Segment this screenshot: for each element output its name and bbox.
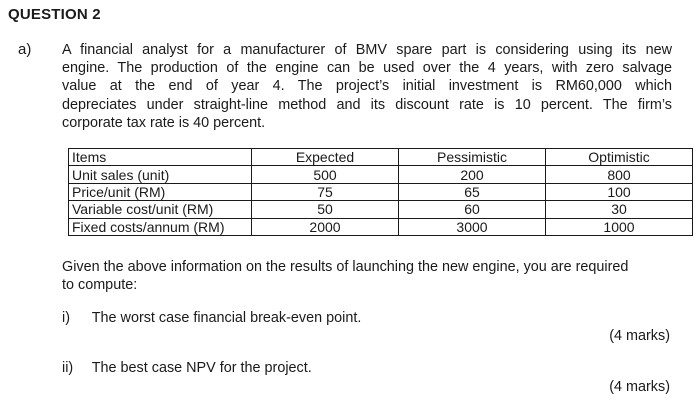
subquestion-text: The worst case financial break-even point. — [91, 310, 362, 326]
table-cell: 100 — [546, 183, 693, 200]
table-header-cell: Pessimistic — [399, 149, 546, 166]
table-cell: 800 — [546, 166, 693, 183]
table-row — [69, 166, 693, 183]
table-cell: 60 — [399, 201, 546, 218]
subquestion-label: ii) — [62, 360, 74, 376]
table-header-row — [69, 149, 693, 166]
table-cell: 2000 — [252, 218, 399, 235]
table-header-cell: Expected — [252, 149, 399, 166]
table-cell: 200 — [399, 166, 546, 183]
question-title: QUESTION 2 — [8, 6, 101, 23]
subquestion-label: i) — [62, 310, 70, 326]
table-row — [69, 183, 693, 200]
scenario-table — [68, 148, 693, 236]
table-cell: 3000 — [399, 218, 546, 235]
paragraph-line: value at the end of year 4. The project’s initial investment is RM60,000 which — [62, 78, 672, 95]
instruction-line: to compute: — [62, 277, 138, 294]
table-cell: 65 — [399, 183, 546, 200]
paragraph-line: depreciates under straight-line method and its discount rate is 10 percent. The firm’s — [62, 96, 672, 113]
subquestion-ii — [62, 360, 312, 376]
paragraph-line: corporate tax rate is 40 percent. — [62, 114, 266, 131]
subquestion-text: The best case NPV for the project. — [91, 360, 312, 376]
marks-label: (4 marks) — [609, 328, 670, 344]
question-paragraph — [62, 41, 672, 132]
instruction-text — [62, 258, 677, 294]
table-cell: Variable cost/unit (RM) — [69, 201, 252, 218]
table-cell: 30 — [546, 201, 693, 218]
table-header-cell: Items — [69, 149, 252, 166]
marks-label: (4 marks) — [609, 379, 670, 395]
part-label: a) — [18, 41, 32, 58]
table-cell: 1000 — [546, 218, 693, 235]
instruction-line: Given the above information on the results of launching the new engine, you are required — [62, 259, 629, 275]
table-header-cell: Optimistic — [546, 149, 693, 166]
table-cell: Unit sales (unit) — [69, 166, 252, 183]
paragraph-line: engine. The production of the engine can be used over the 4 years, with zero salvage — [62, 60, 672, 77]
table-cell: 50 — [252, 201, 399, 218]
table-cell: Fixed costs/annum (RM) — [69, 218, 252, 235]
subquestion-i — [62, 310, 361, 326]
table-row — [69, 201, 693, 218]
paragraph-line: A financial analyst for a manufacturer of BMV spare part is considering using its new — [62, 42, 672, 58]
table-cell: Price/unit (RM) — [69, 183, 252, 200]
table-cell: 75 — [252, 183, 399, 200]
table-row — [69, 218, 693, 235]
table-cell: 500 — [252, 166, 399, 183]
